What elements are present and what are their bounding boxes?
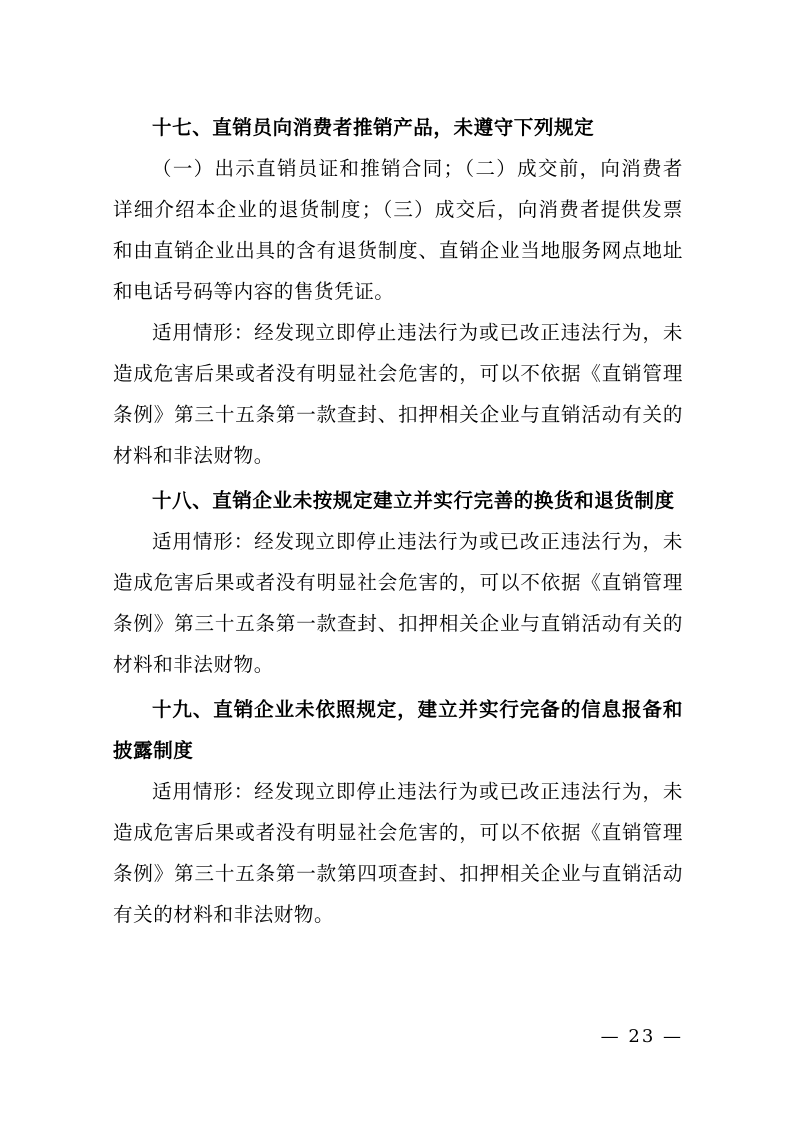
- section-18-paragraph-1: 适用情形：经发现立即停止违法行为或已改正违法行为，未造成危害后果或者没有明显社会危害的，可以不依据《直销管理条例》第三十五条第一款查封、扣押相关企业与直销活动有关的材料和非法财物。: [113, 530, 683, 676]
- section-heading-18: 十八、直销企业未按规定建立并实行完善的换货和退货制度: [152, 489, 675, 512]
- page-number: — 23 —: [600, 1026, 683, 1047]
- section-19-paragraph-1: 适用情形：经发现立即停止违法行为或已改正违法行为，未造成危害后果或者没有明显社会危害的，可以不依据《直销管理条例》第三十五条第一款第四项查封、扣押相关企业与直销活动有关的材料和非法财物。: [113, 780, 683, 926]
- document-body: [113, 105, 683, 935]
- section-heading-19: 十九、直销企业未依照规定，建立并实行完备的信息报备和披露制度: [113, 698, 683, 762]
- section-heading-17: 十七、直销员向消费者推销产品，未遵守下列规定: [152, 116, 595, 139]
- section-17-paragraph-1: （一）出示直销员证和推销合同；（二）成交前，向消费者详细介绍本企业的退货制度；（三）成交后，向消费者提供发票和由直销企业出具的含有退货制度、直销企业当地服务网点地址和电话号码等内容的售货凭证。: [113, 157, 683, 303]
- section-17-paragraph-2: 适用情形：经发现立即停止违法行为或已改正违法行为，未造成危害后果或者没有明显社会危害的，可以不依据《直销管理条例》第三十五条第一款查封、扣押相关企业与直销活动有关的材料和非法财物。: [113, 321, 683, 467]
